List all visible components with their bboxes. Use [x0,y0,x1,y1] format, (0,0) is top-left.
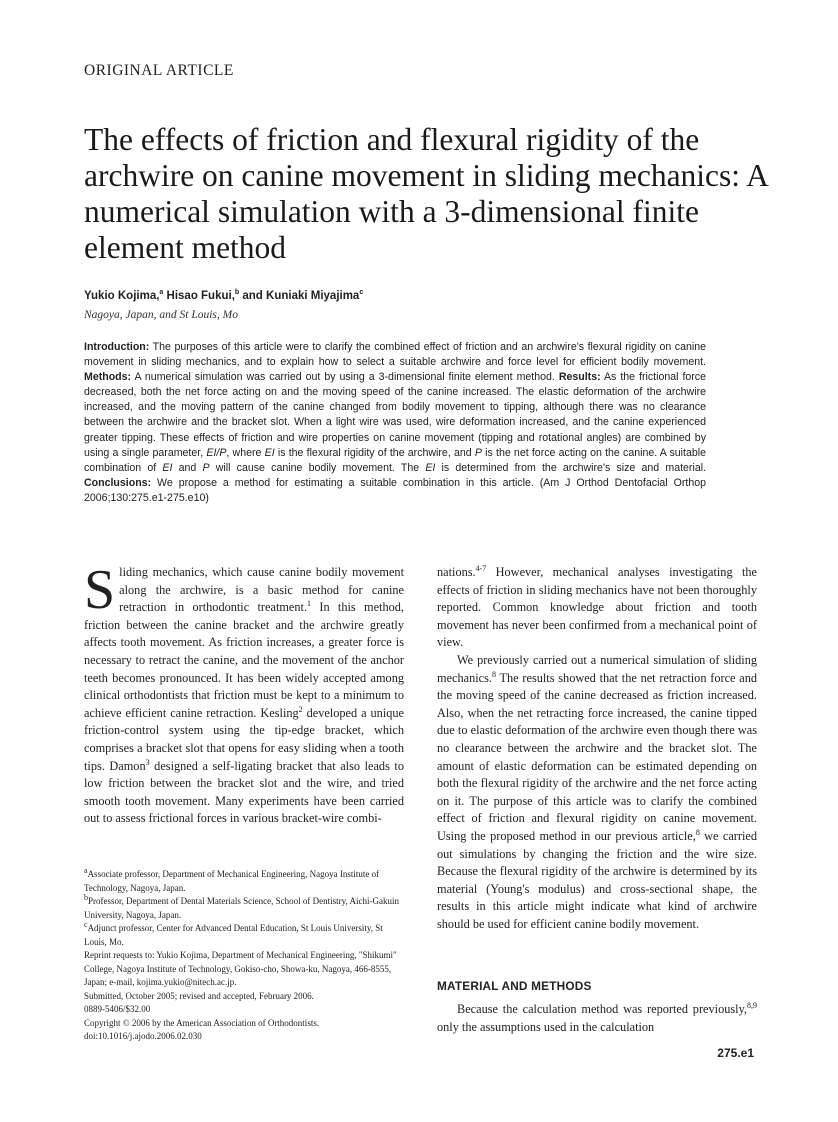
body-paragraph [84,559,404,828]
body-text: In this method, friction between the canine bracket and the archwire greatly affects tooth movement. As friction increases, a greater force is necessary to retract the canine, and the movement of the anchor teeth becomes pronounced. It has been widely accepted among clinical orthodontists that friction must be kept to a minimum to achieve efficient canine retraction. Kesling [84,600,404,720]
affiliation-marker: c [359,289,364,297]
body-paragraph [437,652,757,934]
abstract-results-text: is the net force acting on the canine. A suitable combination of [84,446,707,474]
reference-link[interactable]: 8 [695,827,700,837]
abstract-term: EI [425,461,436,474]
body-text: only the assumptions used in the calculation [437,1019,655,1034]
footnote-marker: c [84,920,88,929]
reference-link[interactable]: 4-7 [475,563,487,573]
abstract-results-text: will cause canine bodily movement. The [209,461,426,474]
reference-link[interactable]: 8 [491,669,496,679]
body-column-left [84,559,404,828]
footnote [84,922,404,949]
body-text: designed a self-ligating bracket that also leads to low friction between the bracket slot and the wire, and tried smooth tooth movement. Many experiments have been carried out to assess frictional forces in various bracket-wire combi- [84,758,404,826]
author-location: Nagoya, Japan, and St Louis, Mo [84,309,238,321]
footnote-marker: a [84,866,88,875]
abstract-intro-label: Introduction: [84,341,150,353]
article-title: The effects of friction and flexural rigidity of the archwire on canine movement in sliding mechanics: A numerical simulation with a 3-dimensional finite element method [84,122,768,265]
reference-link[interactable]: 8,9 [747,1000,757,1010]
abstract-conclusions-label: Conclusions: [84,476,152,489]
footnote-text: Associate professor, Department of Mechanical Engineering, Nagoya Institute of Technology, Nagoya, Japan. [84,869,380,893]
affiliation-marker: b [234,289,240,297]
author-name: and Kuniaki Miyajima [239,290,360,302]
body-paragraph [437,1001,757,1036]
abstract-term: EI [264,446,275,459]
abstract-term: EI [162,461,173,474]
abstract-results-text: is the flexural rigidity of the archwire, and [274,446,475,459]
footnotes [84,868,404,1044]
reference-link[interactable]: 3 [145,757,150,767]
abstract-term: P [474,446,482,459]
affiliation-marker: a [159,289,164,297]
author-name: Yukio Kojima, [84,290,160,302]
footnote-reprint: Reprint requests to: Yukio Kojima, Department of Mechanical Engineering, "Shikumi" College, Nagoya Institute of Technology, Gokiso-cho, Showa-ku, Nagoya, 466-8555, Japan; e-mail, kojima.yukio@nitech.ac.jp. [84,950,397,987]
section-label: ORIGINAL ARTICLE [84,62,234,79]
body-text: nations. [437,565,476,579]
abstract-intro-text: The purposes of this article were to clarify the combined effect of friction and an archwire's flexural rigidity on canine movement in sliding mechanics, and to explain how to select a suitable archwire and force level for efficient bodily movement. [84,341,706,369]
section-heading: MATERIAL AND METHODS [437,979,592,993]
body-paragraph [437,564,757,652]
reference-link[interactable]: 1 [307,599,312,609]
reference-link[interactable]: 2 [298,704,303,714]
body-text: We previously carried out a numerical simulation of sliding mechanics. [437,652,757,685]
body-text: liding mechanics, which cause canine bodily movement along the archwire, is a basic method for canine retraction in orthodontic treatment. [119,565,404,615]
abstract [84,340,706,506]
abstract-results-label: Results: [558,371,601,384]
abstract-methods-text: A numerical simulation was carried out by using a 3-dimensional finite element method. [131,371,559,384]
body-text: The results showed that the net retraction force and the moving speed of the canine decreased as friction increased. Also, when the net retracting force increased, the canine tipped due to elastic deformation of the archwire even though there was no clearance between the archwire and the bracket slot. The amount of elastic deformation can be estimated depending on both the flexural rigidity of the archwire and the net force acting on it. The purpose of this article was to clarify the combined effect of friction and flexural rigidity on canine movement. Using the proposed method in our previous article, [437,670,757,843]
footnote-issn: 0889-5406/$32.00 [84,1004,151,1014]
abstract-conclusions-text: We propose a method for estimating a suitable combination in this article. (Am J Orthod Dentofacial Orthop 2006;130:275.e1-275.e10) [84,476,706,504]
footnote-marker: b [84,893,88,902]
footnote-text: Professor, Department of Dental Materials Science, School of Dentistry, Aichi-Gakuin University, Nagoya, Japan. [84,896,399,920]
abstract-results-text: is determined from the archwire's size and material. [435,461,707,474]
abstract-results-text: As the frictional force decreased, both the net force acting on and the moving speed of the canine increased. The elastic deformation of the archwire increased, and the moving pattern of the canine changed from bodily movement to tipping, although there was no clearance between the archwire and the bracket slot. When a light wire was used, wire deformation increased, and the canine experienced greater tipping. These effects of friction and wire properties on canine movement (tipping and rotational angles) are combined by using a single parameter, [84,371,706,459]
abstract-methods-label: Methods: [84,371,132,384]
abstract-results-text: , where [226,446,265,459]
footnote-text: Adjunct professor, Center for Advanced Dental Education, St Louis University, St Louis, Mo. [84,923,383,947]
abstract-term: P [202,461,210,474]
footnote-doi[interactable]: doi:10.1016/j.ajodo.2006.02.030 [84,1031,202,1041]
body-text: we carried out simulations by changing the friction and the wire size. Because the flexural rigidity of the archwire is determined by its material (Young's modulus) and cross-sectional shape, the results in this article might indicate what kind of archwire should be used for efficient canine bodily movement. [437,828,757,931]
body-text: developed a unique friction-control system using the tip-edge bracket, which comprises a bracket slot that opens for easy sliding when a tooth tips. Damon [84,705,404,773]
author-list [84,290,363,302]
footnote [84,895,404,922]
body-column-right-continued [437,1001,757,1036]
abstract-results-text: and [172,461,203,474]
footnote-copyright: Copyright © 2006 by the American Association of Orthodontists. [84,1017,320,1028]
abstract-term: EI/P [206,446,227,459]
drop-cap: S [84,559,116,621]
author-name: Hisao Fukui, [163,290,235,302]
body-column-right [437,564,757,933]
footnote [84,868,404,895]
page-number: 275.e1 [717,1046,754,1060]
footnote-dates: Submitted, October 2005; revised and accepted, February 2006. [84,990,314,1001]
body-text: However, mechanical analyses investigating the effects of friction in sliding mechanics have not been thoroughly reported. Common knowledge about friction and tooth movement has never been confirmed from a mechanical point of view. [437,565,757,650]
body-text: Because the calculation method was reported previously, [457,1002,747,1016]
